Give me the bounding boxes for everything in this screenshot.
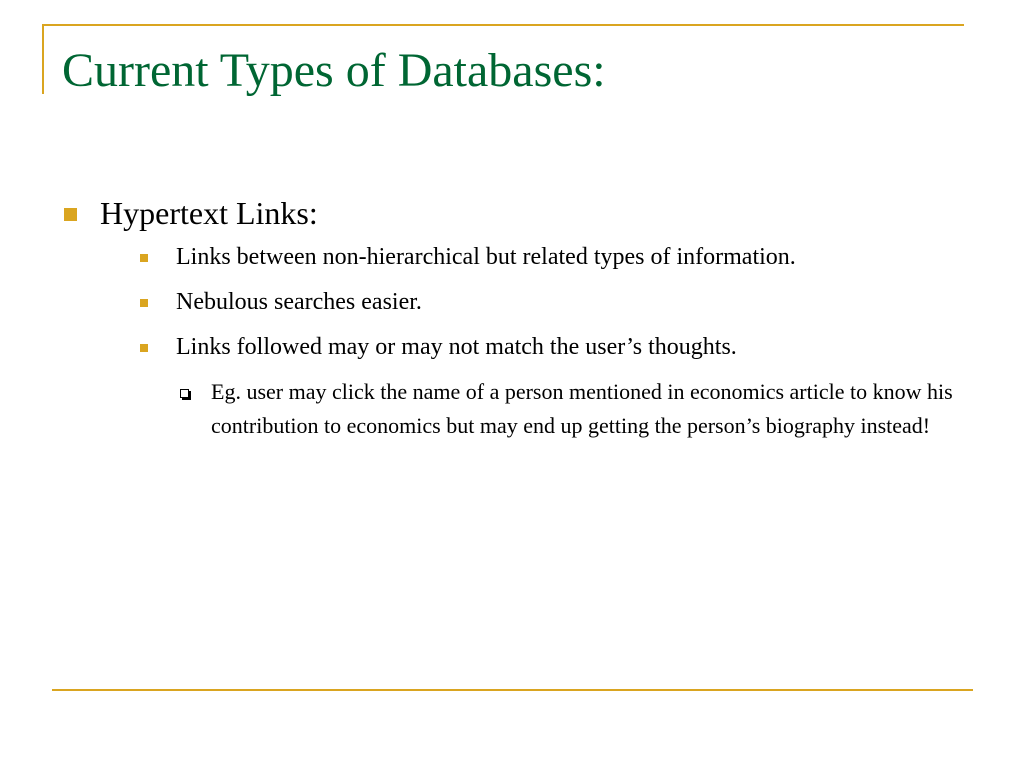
square-bullet-icon (140, 254, 148, 262)
sub-bullet-1 (0, 240, 856, 274)
sub-sub-bullet (0, 375, 971, 443)
sub-bullet-text: Nebulous searches easier. (176, 289, 422, 315)
bottom-rule (52, 689, 973, 691)
sub-bullet-text: Links followed may or may not match the user’s thoughts. (176, 334, 737, 360)
square-bullet-icon (140, 344, 148, 352)
sub-sub-bullet-text: Eg. user may click the name of a person mentioned in economics article to know his contribution to economics but may end up getting the person’s biography instead! (211, 379, 953, 438)
square-bullet-icon (140, 299, 148, 307)
sub-bullet-3 (0, 330, 856, 364)
bullet-heading-text: Hypertext Links: (100, 195, 318, 231)
slide-body (0, 188, 1024, 443)
sub-bullet-text: Links between non-hierarchical but related types of information. (176, 244, 796, 270)
hollow-square-bullet-icon (180, 389, 189, 398)
top-rule (42, 24, 964, 26)
bullet-hypertext-links (0, 188, 1024, 238)
sub-bullet-2 (0, 285, 856, 319)
slide-title: Current Types of Databases: (62, 44, 606, 97)
left-rule (42, 24, 44, 94)
square-bullet-icon (64, 208, 77, 221)
